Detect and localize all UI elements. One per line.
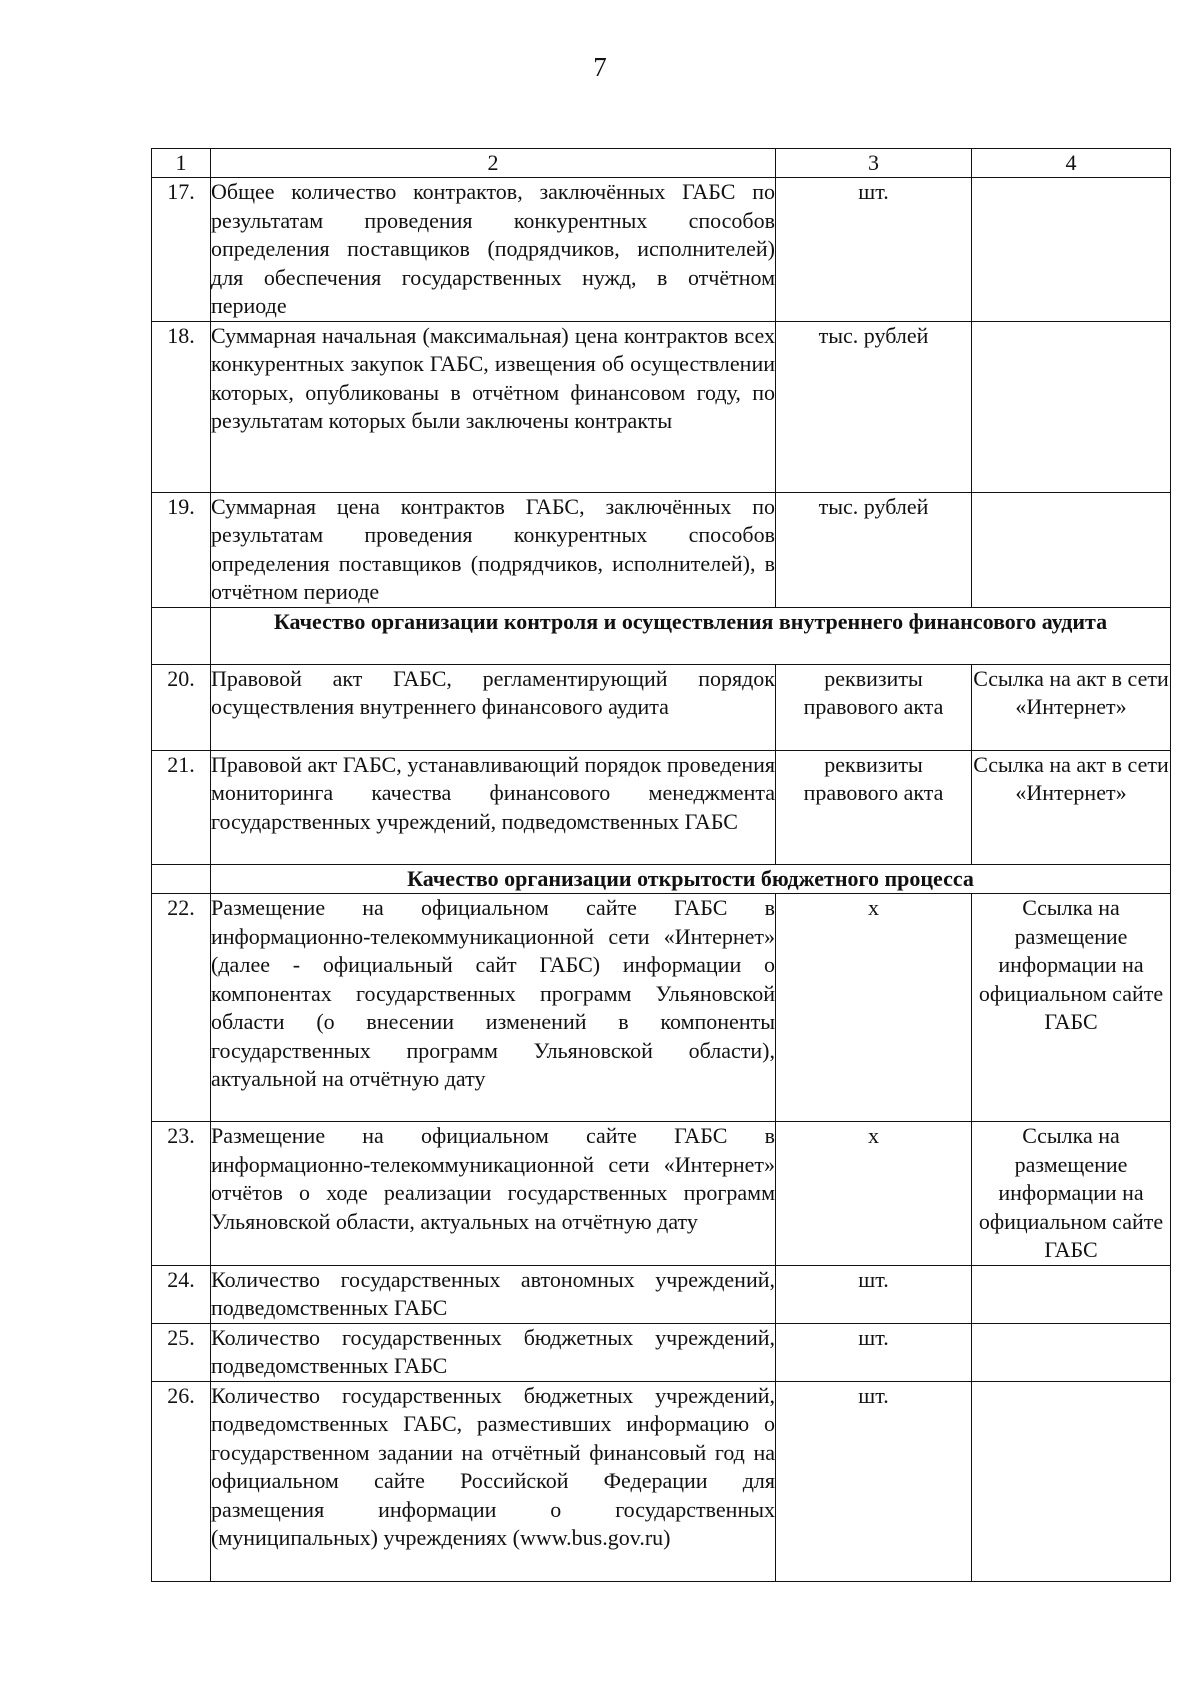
page-number: 7 bbox=[593, 52, 607, 82]
row-description: Размещение на официальном сайте ГАБС в информационно-телекоммуникационной сети «Интернет» (далее - официальный сайт ГАБС) информации о компонентах государственных программ Ульяновской области (о внесении изменений в компоненты государственных программ Ульяновской области), актуальной на отчётную дату bbox=[211, 894, 776, 1122]
column-header: 3 bbox=[776, 149, 972, 178]
column-header: 4 bbox=[972, 149, 1171, 178]
row-number: 23. bbox=[152, 1122, 211, 1266]
table-row bbox=[152, 178, 1171, 322]
row-unit: шт. bbox=[776, 1265, 972, 1323]
section-row bbox=[152, 864, 1171, 894]
row-note bbox=[972, 1323, 1171, 1381]
row-unit: шт. bbox=[776, 1381, 972, 1581]
row-number: 19. bbox=[152, 492, 211, 607]
section-title: Качество организации контроля и осуществления внутреннего финансового аудита bbox=[211, 607, 1171, 664]
row-unit: х bbox=[776, 1122, 972, 1266]
row-note bbox=[972, 1381, 1171, 1581]
row-description: Общее количество контрактов, заключённых ГАБС по результатам проведения конкурентных способов определения поставщиков (подрядчиков, исполнителей) для обеспечения государственных нужд, в отчётном периоде bbox=[211, 178, 776, 322]
row-number: 25. bbox=[152, 1323, 211, 1381]
row-number: 18. bbox=[152, 321, 211, 492]
row-unit: реквизиты правового акта bbox=[776, 664, 972, 750]
table-row bbox=[152, 321, 1171, 492]
section-title: Качество организации открытости бюджетного процесса bbox=[211, 864, 1171, 894]
table-row bbox=[152, 664, 1171, 750]
row-description: Суммарная начальная (максимальная) цена контрактов всех конкурентных закупок ГАБС, извещения об осуществлении которых, опубликованы в отчётном финансовом году, по результатам которых были заключены контракты bbox=[211, 321, 776, 492]
row-unit: х bbox=[776, 894, 972, 1122]
row-note bbox=[972, 321, 1171, 492]
row-note bbox=[972, 178, 1171, 322]
table-row bbox=[152, 492, 1171, 607]
row-number: 22. bbox=[152, 894, 211, 1122]
column-header: 1 bbox=[152, 149, 211, 178]
row-number: 26. bbox=[152, 1381, 211, 1581]
row-unit: шт. bbox=[776, 1323, 972, 1381]
row-unit: тыс. рублей bbox=[776, 492, 972, 607]
row-description: Размещение на официальном сайте ГАБС в информационно-телекоммуникационной сети «Интернет» отчётов о ходе реализации государственных программ Ульяновской области, актуальных на отчётную дату bbox=[211, 1122, 776, 1266]
row-unit: реквизиты правового акта bbox=[776, 750, 972, 864]
row-note bbox=[972, 1265, 1171, 1323]
row-note: Ссылка на акт в сети «Интернет» bbox=[972, 664, 1171, 750]
table-row bbox=[152, 894, 1171, 1122]
table-header-row bbox=[152, 149, 1171, 178]
table-row bbox=[152, 750, 1171, 864]
section-number-cell bbox=[152, 864, 211, 894]
row-description: Количество государственных бюджетных учреждений, подведомственных ГАБС bbox=[211, 1323, 776, 1381]
row-description: Суммарная цена контрактов ГАБС, заключённых по результатам проведения конкурентных способов определения поставщиков (подрядчиков, исполнителей), в отчётном периоде bbox=[211, 492, 776, 607]
row-description: Количество государственных автономных учреждений, подведомственных ГАБС bbox=[211, 1265, 776, 1323]
table-row bbox=[152, 1122, 1171, 1266]
table-row bbox=[152, 1381, 1171, 1581]
row-note bbox=[972, 492, 1171, 607]
row-number: 24. bbox=[152, 1265, 211, 1323]
row-unit: шт. bbox=[776, 178, 972, 322]
row-number: 20. bbox=[152, 664, 211, 750]
row-number: 17. bbox=[152, 178, 211, 322]
row-note: Ссылка на акт в сети «Интернет» bbox=[972, 750, 1171, 864]
row-description: Правовой акт ГАБС, устанавливающий порядок проведения мониторинга качества финансового менеджмента государственных учреждений, подведомственных ГАБС bbox=[211, 750, 776, 864]
row-description: Правовой акт ГАБС, регламентирующий порядок осуществления внутреннего финансового аудита bbox=[211, 664, 776, 750]
row-description: Количество государственных бюджетных учреждений, подведомственных ГАБС, разместивших информацию о государственном задании на отчётный финансовый год на официальном сайте Российской Федерации для размещения информации о государственных (муниципальных) учреждениях (www.bus.gov.ru) bbox=[211, 1381, 776, 1581]
table-row bbox=[152, 1323, 1171, 1381]
column-header: 2 bbox=[211, 149, 776, 178]
row-note: Ссылка на размещение информации на официальном сайте ГАБС bbox=[972, 1122, 1171, 1266]
section-row bbox=[152, 607, 1171, 664]
row-unit: тыс. рублей bbox=[776, 321, 972, 492]
section-number-cell bbox=[152, 607, 211, 664]
indicator-table bbox=[151, 148, 1171, 1582]
table-row bbox=[152, 1265, 1171, 1323]
row-number: 21. bbox=[152, 750, 211, 864]
row-note: Ссылка на размещение информации на официальном сайте ГАБС bbox=[972, 894, 1171, 1122]
